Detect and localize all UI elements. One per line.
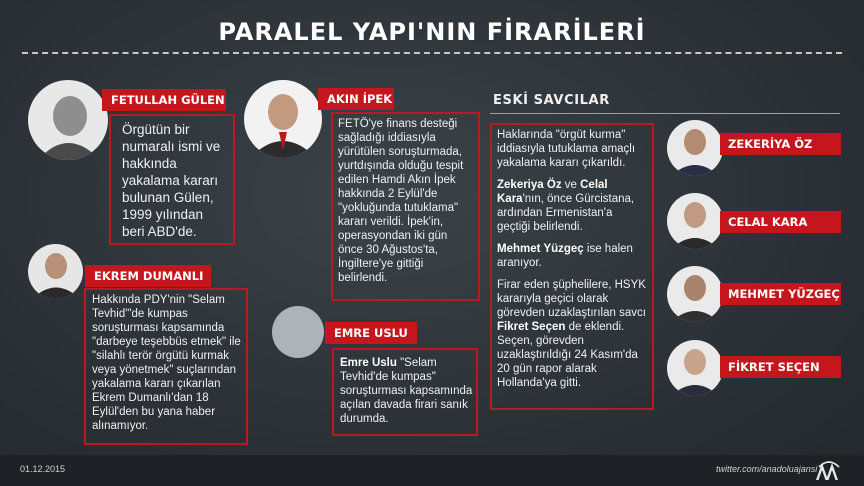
kara-name-tag: CELAL KARA (720, 211, 841, 233)
p2-body: 'nın, önce Gürcistana, ardından Ermenistan'a geçtiği belirlendi. (497, 193, 635, 233)
title-divider (22, 52, 842, 54)
p2-and: ve (561, 179, 581, 191)
yuzgec-name-tag: MEHMET YÜZGEÇ (720, 283, 841, 305)
gulen-text: Örgütün bir numaralı ismi ve hakkında yakalama kararı bulunan Gülen, 1999 yılından beri ABD'de. (122, 122, 221, 239)
uslu-name-tag: EMRE USLU (325, 322, 417, 344)
footer-date: 01.12.2015 (20, 464, 66, 474)
p4-name: Fikret Seçen (497, 321, 566, 333)
dumanli-portrait (28, 244, 83, 299)
ipek-name-tag: AKIN İPEK (318, 88, 394, 110)
p3-body: ise halen aranıyor. (497, 243, 633, 269)
dumanli-text: Hakkında PDY'nin "Selam Tevhid"'de kumpas soruşturması kapsamında "darbeye teşebbüs etmek" ile "silahlı terör örgütü kurmak veya yönetmek" suçlarından yakalama kararı çıkarılan Ekrem Dumanlı'dan 18 Eylül'den bu yana haber alınamıyor. (92, 294, 241, 432)
oz-name-tag: ZEKERİYA ÖZ (720, 133, 841, 155)
oz-portrait (667, 120, 723, 176)
aa-logo-icon (815, 459, 843, 486)
savcilar-p2 (497, 178, 648, 234)
p2-name-kara: Celal Kara (497, 179, 608, 205)
uslu-text (340, 356, 473, 426)
secen-portrait (667, 340, 723, 396)
footer-twitter[interactable]: twitter.com/anadoluajansi (716, 464, 818, 474)
dumanli-name-tag: EKREM DUMANLI (85, 265, 211, 287)
savcilar-p1: Haklarında "örgüt kurma" iddiasıyla tutuklama amaçlı yakalama kararı çıkarıldı. (497, 129, 636, 169)
kara-portrait (667, 193, 723, 249)
p4-start: Firar eden şüphelilere, HSYK kararıyla geçici olarak görevden uzaklaştırılan savcı (497, 279, 646, 319)
gulen-name-tag: FETULLAH GÜLEN (102, 89, 226, 111)
uslu-text-body: "Selam Tevhid'de kumpas" soruşturması kapsamında açılan davada firari sanık durumda. (340, 357, 473, 425)
p3-name: Mehmet Yüzgeç (497, 243, 584, 255)
page-title: PARALEL YAPI'NIN FİRARİLERİ (218, 18, 646, 46)
secen-name-tag: FİKRET SEÇEN (720, 356, 841, 378)
savcilar-divider (490, 113, 840, 114)
uslu-portrait-placeholder (272, 306, 324, 358)
yuzgec-portrait (667, 266, 723, 322)
p2-name-oz: Zekeriya Öz (497, 179, 562, 191)
uslu-text-name: Emre Uslu (340, 357, 397, 369)
savcilar-text (497, 128, 648, 398)
savcilar-title: ESKİ SAVCILAR (493, 93, 610, 108)
p4-end: de eklendi. Seçen, görevden uzaklaştırıldığı 24 Kasım'da 20 gün rapor alarak Hollanda'ya gitti. (497, 321, 638, 389)
gulen-portrait (28, 80, 108, 160)
savcilar-p3 (497, 242, 648, 270)
savcilar-p4 (497, 278, 648, 390)
ipek-portrait (244, 80, 322, 158)
ipek-text: FETÖ'ye finans desteği sağladığı iddiasıyla yürütülen soruşturmada, yurtdışında olduğu tespit edilen Hamdi Akın İpek hakkında 2 Eylül'de "yokluğunda tutuklama" kararı verildi. İpek'in, operasyondan iki gün önce 30 Ağustos'ta, İngiltere'ye gittiği belirlendi. (338, 118, 464, 284)
